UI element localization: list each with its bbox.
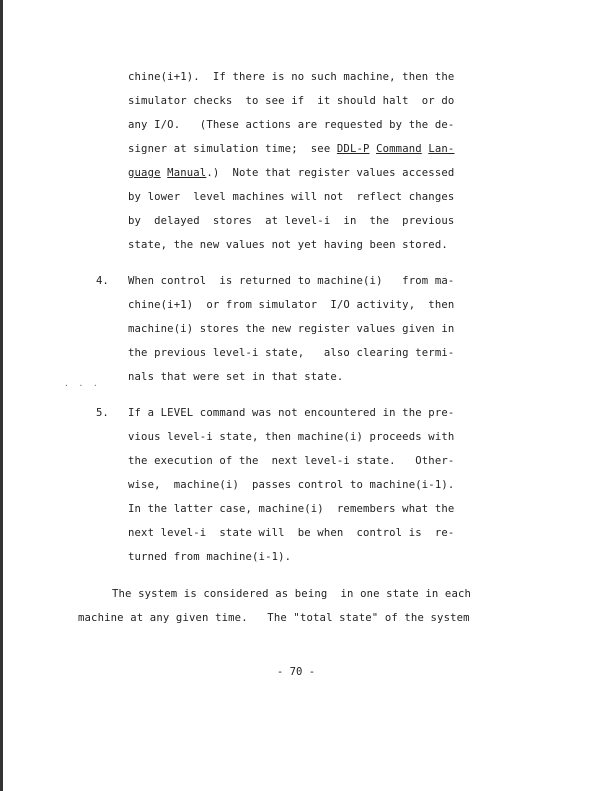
- item3-line-5-text: .) Note that register values accessed: [206, 167, 455, 179]
- item5-line-5: In the latter case, machine(i) remembers what the: [128, 503, 455, 515]
- item4-line-4: the previous level-i state, also clearing termi-: [128, 347, 455, 359]
- item3-line-6: by lower level machines will not reflect changes: [128, 191, 455, 203]
- item3-line-3: any I/O. (These actions are requested by the de-: [128, 119, 455, 131]
- scan-specks: · · ·: [64, 381, 98, 390]
- item3-line-7: by delayed stores at level-i in the previous: [128, 215, 455, 227]
- list-number-4: 4.: [96, 275, 109, 287]
- item5-line-1: If a LEVEL command was not encountered in the pre-: [128, 407, 455, 419]
- list-number-5: 5.: [96, 407, 109, 419]
- reference-command: Command: [376, 143, 422, 155]
- item5-line-7: turned from machine(i-1).: [128, 551, 292, 563]
- item5-line-6: next level-i state will be when control is re-: [128, 527, 455, 539]
- item5-line-2: vious level-i state, then machine(i) proceeds with: [128, 431, 455, 443]
- reference-guage: guage: [128, 167, 161, 179]
- item3-line-2: simulator checks to see if it should halt or do: [128, 95, 455, 107]
- item3-line-8: state, the new values not yet having been stored.: [128, 239, 448, 251]
- item4-line-5: nals that were set in that state.: [128, 371, 344, 383]
- reference-lan: Lan-: [428, 143, 455, 155]
- reference-ddl-p: DDL-P: [336, 143, 370, 155]
- item3-line-4: [128, 142, 454, 156]
- paragraph-line-2: machine at any given time. The "total state" of the system: [78, 612, 470, 624]
- item3-line-4-text: signer at simulation time; see: [128, 143, 337, 155]
- item4-line-1: When control is returned to machine(i) from ma-: [128, 275, 455, 287]
- item3-line-5: [128, 166, 454, 180]
- item3-line-1: chine(i+1). If there is no such machine, then the: [128, 71, 455, 83]
- paragraph-line-1: The system is considered as being in one state in each: [112, 588, 472, 600]
- item4-line-3: machine(i) stores the new register values given in: [128, 323, 455, 335]
- reference-manual: Manual: [167, 167, 207, 179]
- item5-line-3: the execution of the next level-i state. Other-: [128, 455, 455, 467]
- item4-line-2: chine(i+1) or from simulator I/O activity, then: [128, 299, 455, 311]
- page-number: - 70 -: [276, 666, 316, 678]
- item5-line-4: wise, machine(i) passes control to machine(i-1).: [128, 479, 455, 491]
